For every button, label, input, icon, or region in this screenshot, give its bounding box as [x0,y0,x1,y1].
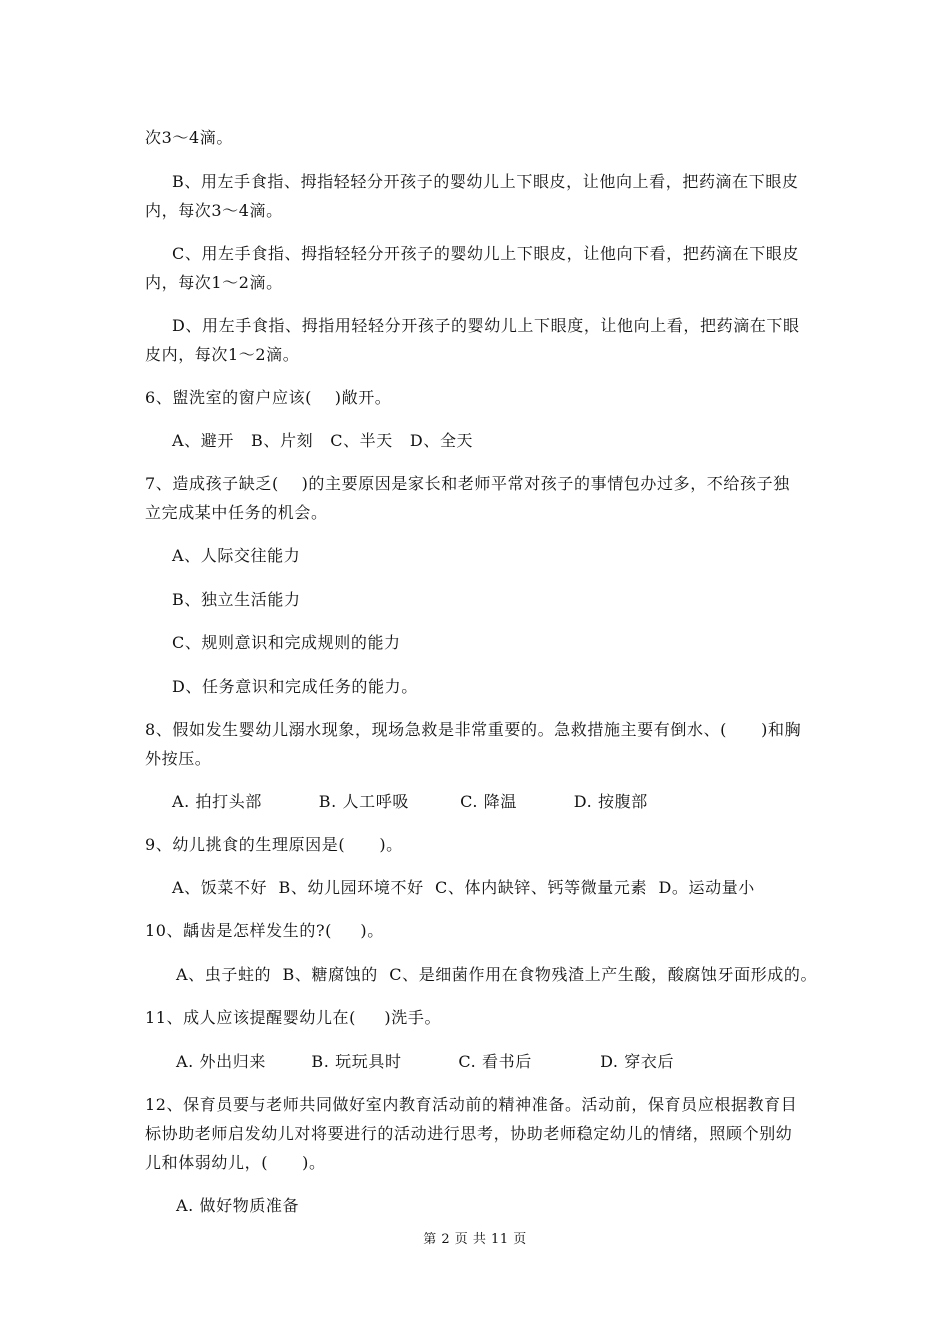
text-line: 内，每次3～4滴。 [145,201,283,220]
text-line: 次3～4滴。 [145,128,233,147]
text-line: 儿和体弱幼儿，( )。 [145,1153,326,1172]
options-10: A、虫子蛀的 B、糖腐蚀的 C、是细菌作用在食物残渣上产生酸，酸腐蚀牙面形成的。 [176,965,818,984]
text-line: D、用左手食指、拇指用轻轻分开孩子的婴幼儿上下眼度，让他向上看，把药滴在下眼 [172,316,800,335]
options-8: A. 拍打头部 B. 人工呼吸 C. 降温 D. 按腹部 [172,792,648,811]
text-line: 皮内，每次1～2滴。 [145,345,300,364]
text-line: 立完成某中任务的机会。 [145,503,328,522]
question-12: 12、保育员要与老师共同做好室内教育活动前的精神准备。活动前，保育员应根据教育目 [145,1095,798,1114]
question-11: 11、成人应该提醒婴幼儿在( )洗手。 [145,1008,442,1027]
text-line: 内，每次1～2滴。 [145,273,283,292]
question-6: 6、盥洗室的窗户应该( )敞开。 [145,388,392,407]
option-7d: D、任务意识和完成任务的能力。 [172,677,418,696]
text-line: C、用左手食指、拇指轻轻分开孩子的婴幼儿上下眼皮，让他向下看，把药滴在下眼皮 [172,244,800,263]
option-7b: B、独立生活能力 [172,590,301,609]
options-9: A、饭菜不好 B、幼儿园环境不好 C、体内缺锌、钙等微量元素 D。运动量小 [172,878,755,897]
option-7a: A、人际交往能力 [172,546,301,565]
question-10: 10、龋齿是怎样发生的?( )。 [145,921,384,940]
option-7c: C、规则意识和完成规则的能力 [172,633,401,652]
question-9: 9、幼儿挑食的生理原因是( )。 [145,835,403,854]
options-11: A. 外出归来 B. 玩玩具时 C. 看书后 D. 穿衣后 [176,1052,675,1071]
page-footer: 第 2 页 共 11 页 [423,1232,527,1247]
options-6: A、避开 B、片刻 C、半天 D、全天 [172,431,474,450]
question-8: 8、假如发生婴幼儿溺水现象，现场急救是非常重要的。急救措施主要有倒水、( )和胸 [145,720,802,739]
text-line: 外按压。 [145,749,212,768]
question-7: 7、造成孩子缺乏( )的主要原因是家长和老师平常对孩子的事情包办过多，不给孩子独 [145,474,790,493]
option-12a: A. 做好物质准备 [176,1196,300,1215]
text-line: B、用左手食指、拇指轻轻分开孩子的婴幼儿上下眼皮，让他向上看，把药滴在下眼皮 [172,172,799,191]
text-line: 标协助老师启发幼儿对将要进行的活动进行思考，协助老师稳定幼儿的情绪，照顾个别幼 [145,1124,793,1143]
